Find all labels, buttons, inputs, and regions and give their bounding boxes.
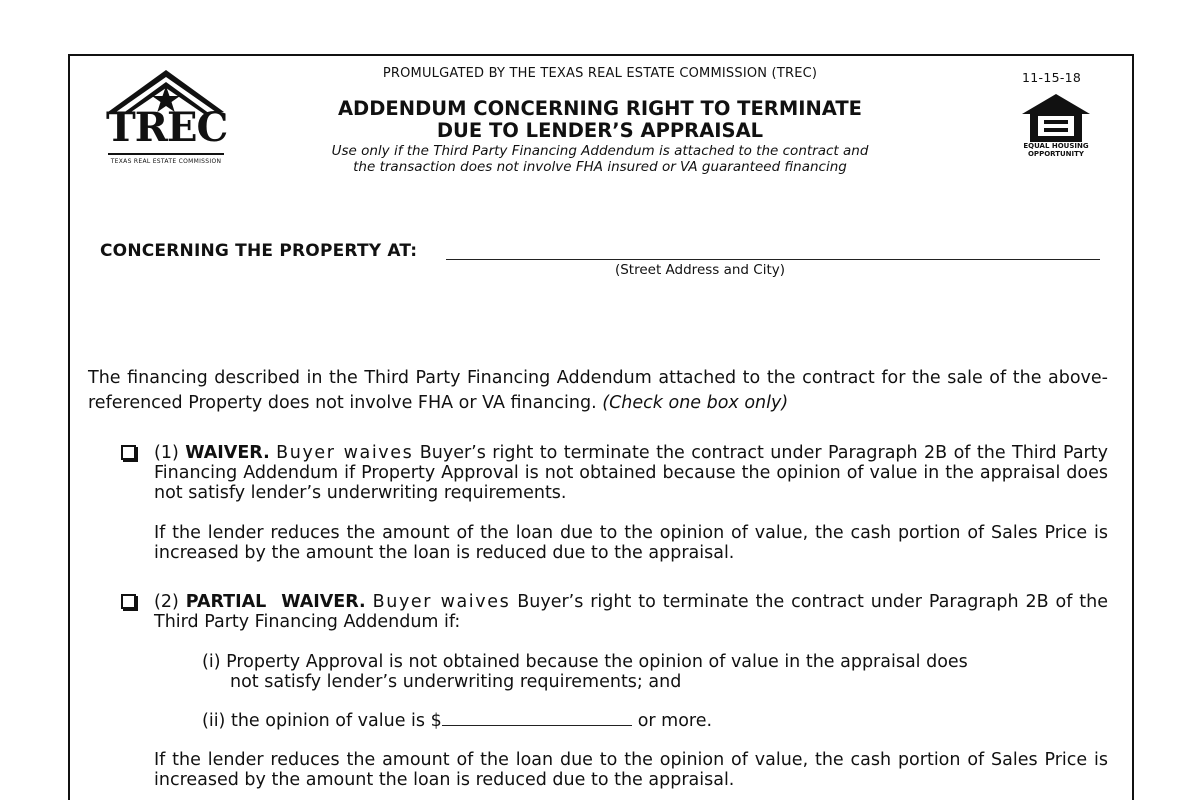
condition-label: (ii) xyxy=(202,711,226,731)
waiver-checkbox[interactable] xyxy=(121,445,136,460)
intro-paragraph xyxy=(88,366,1108,416)
condition-suffix: or more. xyxy=(637,711,713,731)
option-lead: Buyer waives xyxy=(372,592,511,612)
logo-rule xyxy=(108,153,224,155)
subtitle-line-2: the transaction does not involve FHA insured or VA guaranteed financing xyxy=(353,159,847,175)
waiver-paragraph xyxy=(154,443,1108,503)
property-caption: (Street Address and City) xyxy=(614,262,786,278)
document-subtitle xyxy=(260,143,940,175)
title-line-1: ADDENDUM CONCERNING RIGHT TO TERMINATE xyxy=(337,97,863,120)
form-date: 11-15-18 xyxy=(1022,70,1082,85)
property-address-field[interactable] xyxy=(450,240,1096,258)
condition-label: (i) xyxy=(202,652,221,672)
subtitle-line-1: Use only if the Third Party Financing Addendum is attached to the contract and xyxy=(331,143,869,159)
promulgated-by: PROMULGATED BY THE TEXAS REAL ESTATE COMMISSION (TREC) xyxy=(382,66,818,81)
trec-wordmark: TREC xyxy=(106,104,228,151)
intro-text: The financing described in the Third Party Financing Addendum attached to the contract for the sale of the above-referenced Property does not involve FHA or VA financing. xyxy=(88,368,1108,413)
condition-text-line-2: not satisfy lender’s underwriting requirements; and xyxy=(230,672,682,692)
option-number: (1) xyxy=(154,443,179,463)
partial-waiver-paragraph xyxy=(154,592,1108,632)
opinion-of-value-field[interactable] xyxy=(442,710,632,726)
trec-tagline: TEXAS REAL ESTATE COMMISSION xyxy=(110,158,222,165)
partial-waiver-checkbox[interactable] xyxy=(121,594,136,609)
option-text: Buyer’s right to terminate the contract under Paragraph 2B of the Third Party Financing Addendum if Property Approval is not obtained because the opinion of value in the appraisal does not satisfy lender’s underwriting requirements. xyxy=(154,443,1108,503)
eho-text-1: EQUAL HOUSING xyxy=(1023,142,1089,150)
option-text: Buyer’s right to terminate the contract under Paragraph 2B of the Third Party Financing Addendum if: xyxy=(154,592,1108,632)
document-title xyxy=(260,98,940,142)
condition-i xyxy=(202,652,1062,692)
option-heading: PARTIAL WAIVER. xyxy=(185,592,366,612)
property-underline xyxy=(446,259,1100,260)
condition-prefix: the opinion of value is $ xyxy=(230,711,442,731)
option-lead: Buyer waives xyxy=(276,443,414,463)
condition-ii xyxy=(202,710,1062,731)
check-one-instruction: (Check one box only) xyxy=(602,393,789,413)
option-number: (2) xyxy=(154,592,179,612)
title-line-2: DUE TO LENDER’S APPRAISAL xyxy=(436,119,764,142)
property-label: CONCERNING THE PROPERTY AT: xyxy=(100,241,418,261)
equal-housing-logo xyxy=(1020,92,1092,162)
option-heading: WAIVER. xyxy=(185,443,270,463)
waiver-followup: If the lender reduces the amount of the loan due to the opinion of value, the cash portion of Sales Price is increased by the amount the loan is reduced due to the appraisal. xyxy=(154,523,1108,563)
partial-waiver-followup: If the lender reduces the amount of the loan due to the opinion of value, the cash portion of Sales Price is increased by the amount the loan is reduced due to the appraisal. xyxy=(154,750,1108,790)
equal-housing-house-icon xyxy=(1020,92,1092,144)
eho-text-2: OPPORTUNITY xyxy=(1027,150,1084,158)
trec-logo xyxy=(104,68,228,170)
condition-text-line-1: Property Approval is not obtained because the opinion of value in the appraisal does xyxy=(226,652,968,672)
